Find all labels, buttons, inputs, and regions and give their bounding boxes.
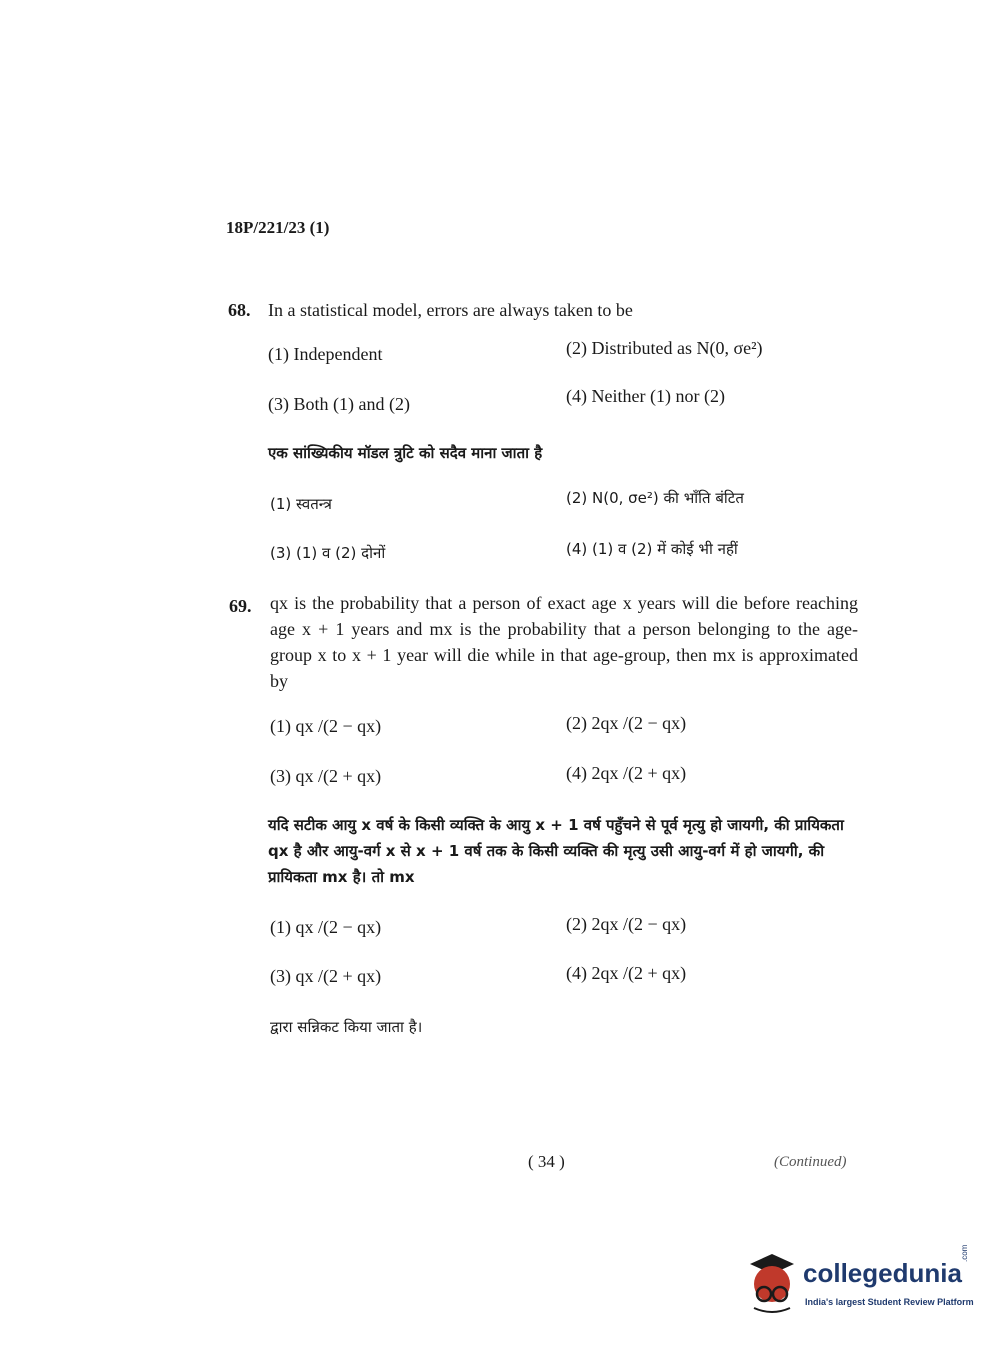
continued-note: (Continued) bbox=[774, 1154, 847, 1170]
q69-option-3-en: (3) qx /(2 + qx) bbox=[270, 766, 382, 786]
paper-code: 18P/221/23 (1) bbox=[226, 218, 330, 237]
q69-option-2-hi: (2) 2qx /(2 − qx) bbox=[566, 914, 687, 934]
q68-option-3-en: (3) Both (1) and (2) bbox=[268, 394, 410, 414]
question-68-number: 68. bbox=[228, 300, 251, 320]
q68-option-4-hi: (4) (1) व (2) में कोई भी नहीं bbox=[566, 540, 738, 558]
q68-option-2-en: (2) Distributed as N(0, σe²) bbox=[566, 338, 763, 358]
q68-option-1-en: (1) Independent bbox=[268, 344, 383, 364]
question-68-text-hi: एक सांख्यिकीय मॉडल त्रुटि को सदैव माना जाता है bbox=[268, 444, 543, 462]
q69-option-1-hi: (1) qx /(2 − qx) bbox=[270, 917, 382, 937]
mascot-icon bbox=[742, 1250, 802, 1320]
brand-suffix: .com bbox=[960, 1244, 969, 1262]
question-69-text-hi: यदि सटीक आयु x वर्ष के किसी व्यक्ति के आयु x + 1 वर्ष पहुँचने से पूर्व मृत्यु हो जायगी, की प्रायिकता qx है और आयु-वर्ग x से x + 1 वर्ष तक के किसी व्यक्ति की मृत्यु उसी आयु-वर्ग में हो जायगी, की प्रायिकता mx है। तो mx bbox=[268, 816, 844, 886]
question-69-text-en: qx is the probability that a person of exact age x years will die before reaching age x + 1 years and mx is the probability that a person belonging to the age-group x to x + 1 year will die while in that age-group, then mx is approximated by bbox=[270, 593, 858, 691]
q69-option-4-hi: (4) 2qx /(2 + qx) bbox=[566, 963, 687, 983]
question-68-text-en: In a statistical model, errors are always taken to be bbox=[268, 300, 633, 320]
question-69-number: 69. bbox=[229, 596, 252, 616]
q69-option-3-hi: (3) qx /(2 + qx) bbox=[270, 966, 382, 986]
q69-option-2-en: (2) 2qx /(2 − qx) bbox=[566, 713, 687, 733]
question-69-closing-hi: द्वारा सन्निकट किया जाता है। bbox=[270, 1018, 423, 1036]
brand-tagline: India's largest Student Review Platform bbox=[805, 1297, 974, 1307]
q68-option-4-en: (4) Neither (1) nor (2) bbox=[566, 386, 725, 406]
q68-option-2-hi: (2) N(0, σe²) की भाँति बंटित bbox=[566, 489, 744, 507]
q69-option-1-en: (1) qx /(2 − qx) bbox=[270, 716, 382, 736]
page-number: ( 34 ) bbox=[528, 1152, 565, 1171]
q68-option-1-hi: (1) स्वतन्त्र bbox=[270, 495, 332, 513]
brand-name: collegedunia bbox=[803, 1258, 962, 1288]
q69-option-4-en: (4) 2qx /(2 + qx) bbox=[566, 763, 687, 783]
q68-option-3-hi: (3) (1) व (2) दोनों bbox=[270, 544, 386, 562]
